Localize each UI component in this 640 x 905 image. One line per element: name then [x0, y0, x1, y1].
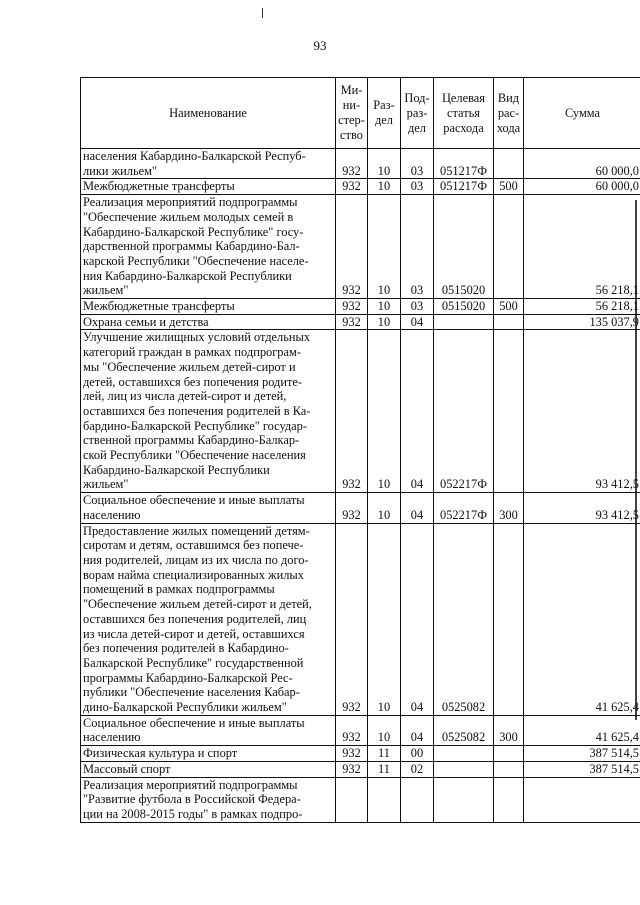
- cell-expense-type: [494, 330, 524, 493]
- cell-expense-type: [494, 149, 524, 179]
- cell-expense-type: [494, 746, 524, 762]
- header-expense-type-text: Вид рас- хода: [496, 90, 521, 135]
- cell-target: 0525082: [434, 523, 494, 715]
- cell-ministry: [336, 777, 368, 822]
- cell-name: Межбюджетные трансферты: [81, 179, 336, 195]
- cell-target: 052217Ф: [434, 330, 494, 493]
- header-target-text: Целевая статья расхода: [441, 90, 486, 135]
- cell-expense-type: 300: [494, 493, 524, 523]
- cell-amount: 93 412,5: [524, 330, 640, 493]
- cell-name: Реализация мероприятий подпрограммы "Обеспечение жильем молодых семей в Кабардино-Балкарской Республике" госу- дарственной программы Кабардино-Бал- карской Республики "Обеспечение населе- ния Кабардино-Балкарской Республики жильем": [81, 195, 336, 299]
- table-row: [81, 314, 640, 330]
- cell-amount: 41 625,4: [524, 715, 640, 745]
- cell-amount: 387 514,5: [524, 761, 640, 777]
- cell-section: 10: [368, 314, 401, 330]
- header-ministry-text: Ми- ни- стер- ство: [338, 83, 365, 142]
- table-body: [81, 149, 640, 823]
- table-row: [81, 715, 640, 745]
- cell-target: [434, 761, 494, 777]
- cell-subsection: 04: [401, 314, 434, 330]
- header-subsection: [401, 78, 434, 149]
- cell-name: Реализация мероприятий подпрограммы "Развитие футбола в Российской Федера- ции на 2008-2015 годы" в рамках подпро-: [81, 777, 336, 822]
- header-section-text: Раз- дел: [373, 98, 395, 127]
- cell-name: Массовый спорт: [81, 761, 336, 777]
- cell-section: 10: [368, 299, 401, 315]
- cell-subsection: 03: [401, 299, 434, 315]
- budget-table: [80, 77, 640, 823]
- cell-section: 11: [368, 761, 401, 777]
- cell-name: Социальное обеспечение и иные выплаты населению: [81, 493, 336, 523]
- cell-target: 0515020: [434, 195, 494, 299]
- cell-ministry: 932: [336, 761, 368, 777]
- cell-expense-type: 300: [494, 715, 524, 745]
- cell-expense-type: 500: [494, 179, 524, 195]
- cell-section: 10: [368, 330, 401, 493]
- cell-name: Физическая культура и спорт: [81, 746, 336, 762]
- cell-target: 0525082: [434, 715, 494, 745]
- cell-subsection: 04: [401, 523, 434, 715]
- cell-expense-type: 500: [494, 299, 524, 315]
- header-amount: Сумма: [524, 78, 640, 149]
- cell-amount: [524, 777, 640, 822]
- table-row: [81, 493, 640, 523]
- cell-amount: 41 625,4: [524, 523, 640, 715]
- cell-subsection: [401, 777, 434, 822]
- cell-subsection: 03: [401, 179, 434, 195]
- page-number: 93: [313, 38, 327, 53]
- cell-expense-type: [494, 195, 524, 299]
- cell-amount: 387 514,5: [524, 746, 640, 762]
- cell-expense-type: [494, 523, 524, 715]
- cell-ministry: 932: [336, 314, 368, 330]
- cell-target: 052217Ф: [434, 493, 494, 523]
- header-ministry: [336, 78, 368, 149]
- table-row: [81, 299, 640, 315]
- table-row: [81, 330, 640, 493]
- cell-section: 11: [368, 746, 401, 762]
- cell-subsection: 04: [401, 715, 434, 745]
- cell-target: 0515020: [434, 299, 494, 315]
- table-row: [81, 195, 640, 299]
- cell-ministry: 932: [336, 195, 368, 299]
- cell-amount: 93 412,5: [524, 493, 640, 523]
- cell-target: [434, 777, 494, 822]
- cell-section: 10: [368, 493, 401, 523]
- cell-subsection: 04: [401, 493, 434, 523]
- table-row: [81, 523, 640, 715]
- cell-name: Межбюджетные трансферты: [81, 299, 336, 315]
- cell-amount: 60 000,0: [524, 149, 640, 179]
- cell-name: Предоставление жилых помещений детям- сиротам и детям, оставшимся без попече- ния родителей, лицам из их числа по дого- ворам найма специализированных жилых помещений в рамках подпрограммы "Обеспечение жильем детей-сирот и детей, оставшихся без попечения родителей, лиц из числа детей-сирот и детей, оставшихся без попечения родителей в Кабардино- Балкарской Республике" государственной программы Кабардино-Балкарской Рес- публики "Обеспечение населения Кабар- дино-Балкарской Республики жильем": [81, 523, 336, 715]
- cell-ministry: 932: [336, 715, 368, 745]
- cell-name: населения Кабардино-Балкарской Респуб- лики жильем": [81, 149, 336, 179]
- header-section: [368, 78, 401, 149]
- cell-section: 10: [368, 715, 401, 745]
- cell-name: Охрана семьи и детства: [81, 314, 336, 330]
- cell-ministry: 932: [336, 179, 368, 195]
- cell-ministry: 932: [336, 299, 368, 315]
- table-header-row: [81, 78, 640, 149]
- table-row: [81, 746, 640, 762]
- cell-section: 10: [368, 149, 401, 179]
- table-row: [81, 777, 640, 822]
- table-row: [81, 179, 640, 195]
- cell-subsection: 00: [401, 746, 434, 762]
- cell-section: [368, 777, 401, 822]
- header-name: Наименование: [81, 78, 336, 149]
- header-subsection-text: Под- раз- дел: [404, 90, 430, 135]
- cell-ministry: 932: [336, 746, 368, 762]
- header-expense-type: [494, 78, 524, 149]
- cell-amount: 135 037,9: [524, 314, 640, 330]
- scan-mark-top: [262, 8, 263, 18]
- cell-target: [434, 746, 494, 762]
- cell-subsection: 03: [401, 195, 434, 299]
- cell-ministry: 932: [336, 330, 368, 493]
- cell-subsection: 03: [401, 149, 434, 179]
- cell-expense-type: [494, 777, 524, 822]
- cell-expense-type: [494, 314, 524, 330]
- table-row: [81, 149, 640, 179]
- cell-amount: 60 000,0: [524, 179, 640, 195]
- cell-target: 051217Ф: [434, 179, 494, 195]
- cell-subsection: 04: [401, 330, 434, 493]
- cell-section: 10: [368, 179, 401, 195]
- cell-target: [434, 314, 494, 330]
- cell-amount: 56 218,1: [524, 299, 640, 315]
- table-row: [81, 761, 640, 777]
- cell-section: 10: [368, 523, 401, 715]
- cell-ministry: 932: [336, 493, 368, 523]
- cell-ministry: 932: [336, 523, 368, 715]
- cell-expense-type: [494, 761, 524, 777]
- cell-target: 051217Ф: [434, 149, 494, 179]
- cell-subsection: 02: [401, 761, 434, 777]
- header-target: [434, 78, 494, 149]
- cell-name: Улучшение жилищных условий отдельных категорий граждан в рамках подпрограм- мы "Обеспечение жильем детей-сирот и детей, оставшихся без попечения родите- лей, лиц из числа детей-сирот и детей, оставшихся без попечения родителей в Ка- бардино-Балкарской Республике" государ- ственной программы Кабардино-Балкар- ской Республики "Обеспечение населения Кабардино-Балкарской Республики жильем": [81, 330, 336, 493]
- cell-section: 10: [368, 195, 401, 299]
- cell-name: Социальное обеспечение и иные выплаты населению: [81, 715, 336, 745]
- cell-ministry: 932: [336, 149, 368, 179]
- cell-amount: 56 218,1: [524, 195, 640, 299]
